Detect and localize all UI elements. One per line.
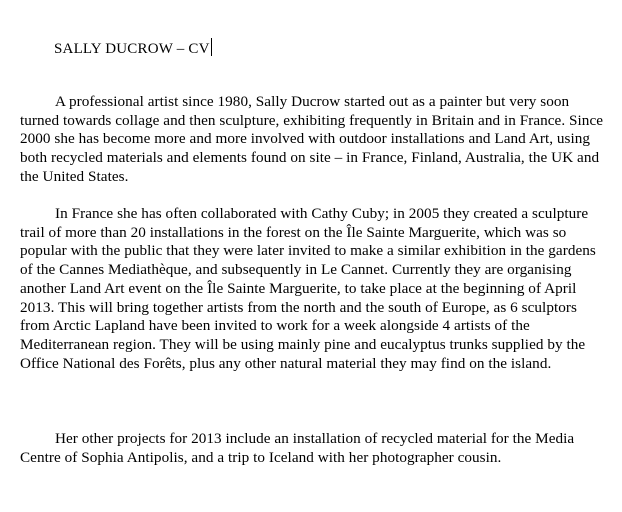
- document-title-text: SALLY DUCROW – CV: [54, 41, 210, 57]
- paragraph-2[interactable]: [20, 205, 610, 373]
- paragraph-text: Her other projects for 2013 include an installation of recycled material for the Media Centre of Sophia Antipolis, and a trip to Iceland with her photographer cousin.: [20, 430, 575, 466]
- paragraph-3[interactable]: [20, 430, 610, 467]
- text-cursor: [211, 38, 212, 56]
- paragraph-1[interactable]: [20, 93, 610, 187]
- paragraph-text: In France she has often collaborated with Cathy Cuby; in 2005 they created a sculpture trail of more than 20 installations in the forest on the Île Sainte Marguerite, which was so popular with the public that they were later invited to make a similar exhibition in the gardens of the Cannes Mediathèque, and subsequently in Le Cannet. Currently they are organising another Land Art event on the Île Sainte Marguerite, to take place at the beginning of April 2013. This will bring together artists from the north and the south of Europe, as 6 sculptors from Arctic Lapland have been invited to work for a week alongside 4 artists of the Mediterranean region. They will be using mainly pine and eucalyptus trunks supplied by the Office National des Forêts, plus any other natural material they may find on the island.: [20, 205, 596, 372]
- paragraph-text: A professional artist since 1980, Sally Ducrow started out as a painter but very soon turned towards collage and then sculpture, exhibiting frequently in Britain and in France. Since 2000 she has become more and more involved with outdoor installations and Land Art, using both recycled materials and elements found on site – in France, Finland, Australia, the UK and the United States.: [20, 93, 604, 185]
- document-title[interactable]: [54, 38, 212, 58]
